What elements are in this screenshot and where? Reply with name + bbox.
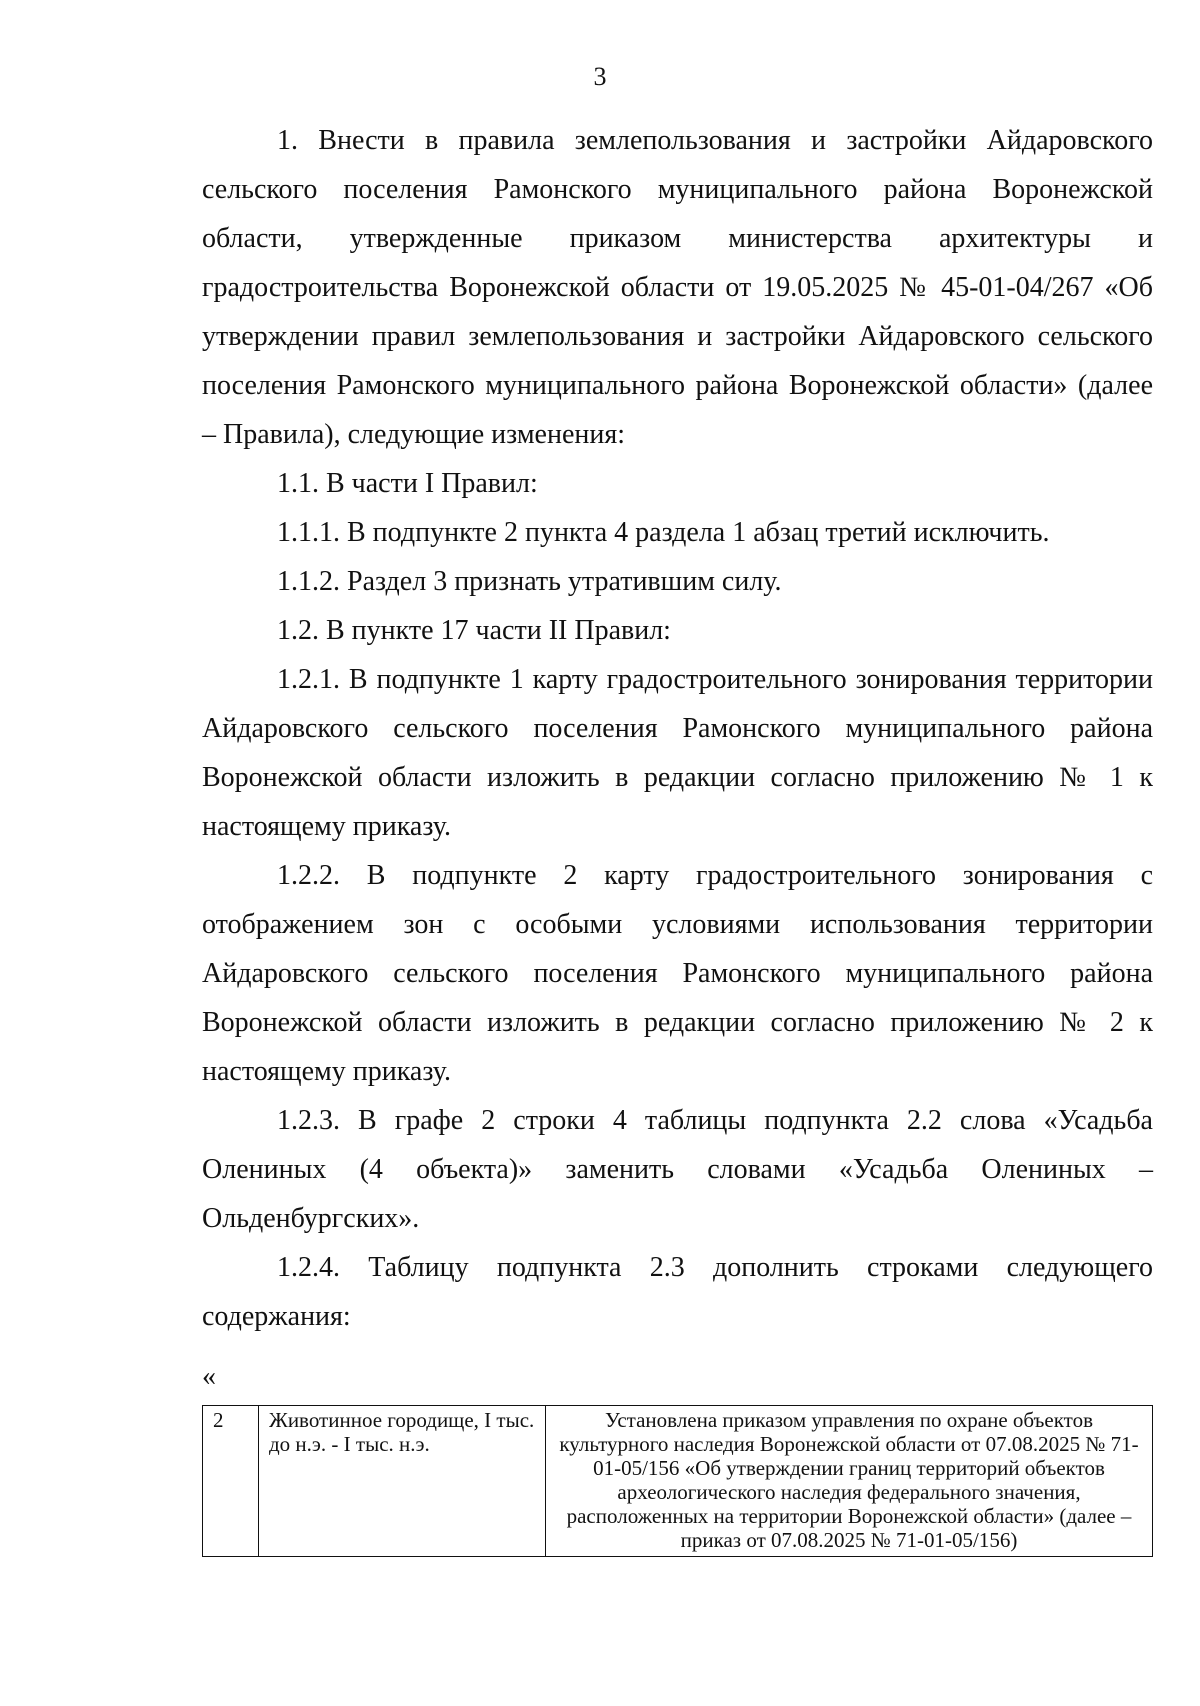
paragraph-1: 1. Внести в правила землепользования и застройки Айдаровского сельского поселения Рамонского муниципального района Воронежской области, утвержденные приказом министерства архитектуры и градостроительства Воронежской области от 19.05.2025 № 45-01-04/267 «Об утверждении правил землепользования и застройки Айдаровского сельского поселения Рамонского муниципального района Воронежской области» (далее – Правила), следующие изменения: xyxy=(202,125,1153,450)
paragraph-1-1-1: 1.1.1. В подпункте 2 пункта 4 раздела 1 абзац третий исключить. xyxy=(277,517,1050,548)
paragraph-1-1: 1.1. В части I Правил: xyxy=(277,468,538,499)
paragraph-1-2-3: 1.2.3. В графе 2 строки 4 таблицы подпункта 2.2 слова «Усадьба Олениных (4 объекта)» заменить словами «Усадьба Олениных – Ольденбургских». xyxy=(202,1105,1153,1234)
paragraph-1-2-1: 1.2.1. В подпункте 1 карту градостроительного зонирования территории Айдаровского сельского поселения Рамонского муниципального района Воронежской области изложить в редакции согласно приложению № 1 к настоящему приказу. xyxy=(202,664,1153,842)
paragraph-1-2: 1.2. В пункте 17 части II Правил: xyxy=(277,615,671,646)
row-number-cell: 2 xyxy=(203,1406,259,1557)
table-row xyxy=(203,1406,1153,1557)
paragraph-1-1-2: 1.1.2. Раздел 3 признать утратившим силу. xyxy=(277,566,782,597)
basis-cell: Установлена приказом управления по охране объектов культурного наследия Воронежской области от 07.08.2025 № 71-01-05/156 «Об утверждении границ территорий объектов археологического наследия федерального значения, расположенных на территории Воронежской области» (далее – приказ от 07.08.2025 № 71-01-05/156) xyxy=(546,1406,1153,1557)
page-number: 3 xyxy=(593,62,607,91)
paragraph-1-2-4: 1.2.4. Таблицу подпункта 2.3 дополнить строками следующего содержания: xyxy=(202,1252,1153,1332)
paragraph-1-2-2: 1.2.2. В подпункте 2 карту градостроительного зонирования с отображением зон с особыми условиями использования территории Айдаровского сельского поселения Рамонского муниципального района Воронежской области изложить в редакции согласно приложению № 2 к настоящему приказу. xyxy=(202,860,1153,1087)
document-body xyxy=(202,116,1153,1557)
object-name-cell: Животинное городище, I тыс. до н.э. - I тыс. н.э. xyxy=(259,1406,546,1557)
opening-quote-mark: « xyxy=(202,1361,216,1392)
objects-table xyxy=(202,1405,1153,1557)
